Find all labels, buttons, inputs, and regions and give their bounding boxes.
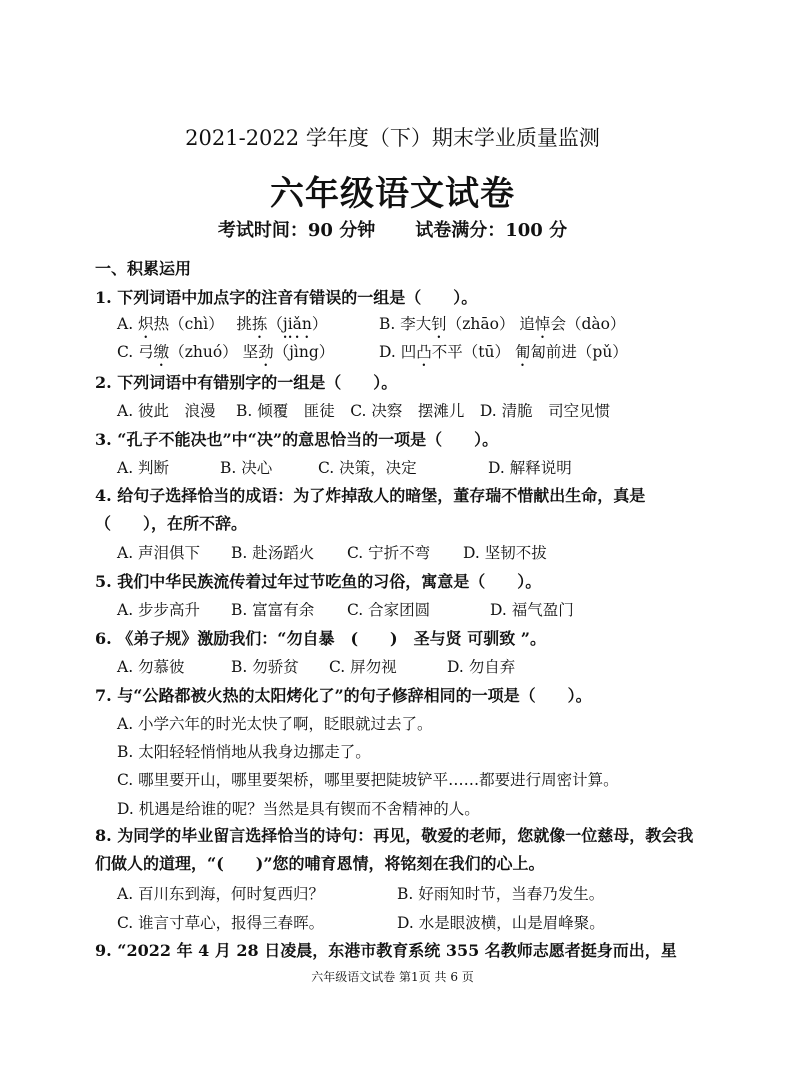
question-9-stem: 9. “2022 年 4 月 28 日凌晨，东港市教育系统 355 名教师志愿者挺身而出，星 [95,941,677,960]
question-5-options: A. 步步高升 B. 富富有余 C. 合家团圆 D. 福气盈门 [117,601,574,619]
question-1-option-c: C. 弓缴（zhuó） 坚劲（jìng） [117,343,335,361]
question-6-options: A. 勿慕彼 B. 勿骄贫 C. 屏勿视 D. 勿自弃 [117,658,516,676]
question-7-option-a: A. 小学六年的时光太快了啊，眨眼就过去了。 [117,715,433,733]
exam-subtitle: 2021-2022 学年度（下）期末学业质量监测 [185,126,600,150]
exam-time: 考试时间：90 分钟 [217,220,376,241]
dotted-char: 缴 [153,343,170,361]
exam-score: 试卷满分：100 分 [415,220,568,241]
question-2-stem: 2. 下列词语中有错别字的一组是（ ）。 [95,373,398,392]
dotted-char: 炽 [138,315,154,333]
question-8-options-row2: C. 谁言寸草心，报得三春晖。 D. 水是眼波横，山是眉峰聚。 [117,914,605,932]
question-6-stem: 6. 《弟子规》激励我们：“勿自暴 ( ) 圣与贤 可驯致 ”。 [95,629,546,648]
question-7-option-d: D. 机遇是给谁的呢？当然是具有锲而不舍精神的人。 [117,800,480,818]
question-1-option-b: B. 李大钊（zhāo） 追悼会（dào） [379,315,626,333]
dotted-char: 匍 [514,343,531,361]
section-heading: 一、积累运用 [95,259,192,278]
question-5-stem: 5. 我们中华民族流传着过年过节吃鱼的习俗，寓意是（ ）。 [95,572,542,591]
question-8-stem: 8. 为同学的毕业留言选择恰当的诗句：再见，敬爱的老师，您就像一位慈母，教会我们做人的道理，“( )”您的哺育恩情，将铭刻在我们的心上。 [95,826,694,873]
question-1-options-row1 [117,312,625,342]
dotted-char: 悼 [534,315,551,333]
question-1-options-row2 [117,340,628,370]
dotted-char: 凸 [416,343,432,361]
page-footer: 六年级语文试卷 第1页 共 6 页 [311,970,474,984]
question-7-option-b: B. 太阳轻轻悄悄地从我身边挪走了。 [117,743,371,761]
dotted-char: 劲 [258,343,274,361]
dotted-char: 拣（jiǎn） [251,315,328,333]
question-3-stem: 3. “孔子不能决也”中“决”的意思恰当的一项是（ ）。 [95,430,499,449]
exam-info [0,216,785,242]
question-1-option-d: D. 凹凸不平（tū） 匍匐前进（pǔ） [379,343,628,361]
question-8-options-row1: A. 百川东到海，何时复西归？ B. 好雨知时节，当春乃发生。 [117,885,605,903]
question-3-options: A. 判断 B. 决心 C. 决策，决定 D. 解释说明 [117,459,572,477]
question-4-stem: 4. 给句子选择恰当的成语：为了炸掉敌人的暗堡，董存瑞不惜献出生命，真是（ ），在所不辞。 [95,486,646,533]
question-4-options: A. 声泪俱下 B. 赴汤蹈火 C. 宁折不弯 D. 坚韧不拔 [117,544,547,562]
question-1-stem: 1. 下列词语中加点字的注音有错误的一组是（ ）。 [95,288,478,307]
exam-title: 六年级语文试卷 [270,174,515,214]
question-1-option-a: A. 炽热（chì） 挑拣（jiǎn） [117,315,328,333]
question-2-options: A. 彼此 浪漫 B. 倾覆 匪徒 C. 决察 摆滩儿 D. 清脆 司空见惯 [117,402,611,420]
question-7-option-c: C. 哪里要开山，哪里要架桥，哪里要把陡坡铲平……都要进行周密计算。 [117,771,619,789]
question-7-stem: 7. 与“公路都被火热的太阳烤化了”的句子修辞相同的一项是（ ）。 [95,686,592,705]
dotted-char: 钊 [431,315,447,333]
